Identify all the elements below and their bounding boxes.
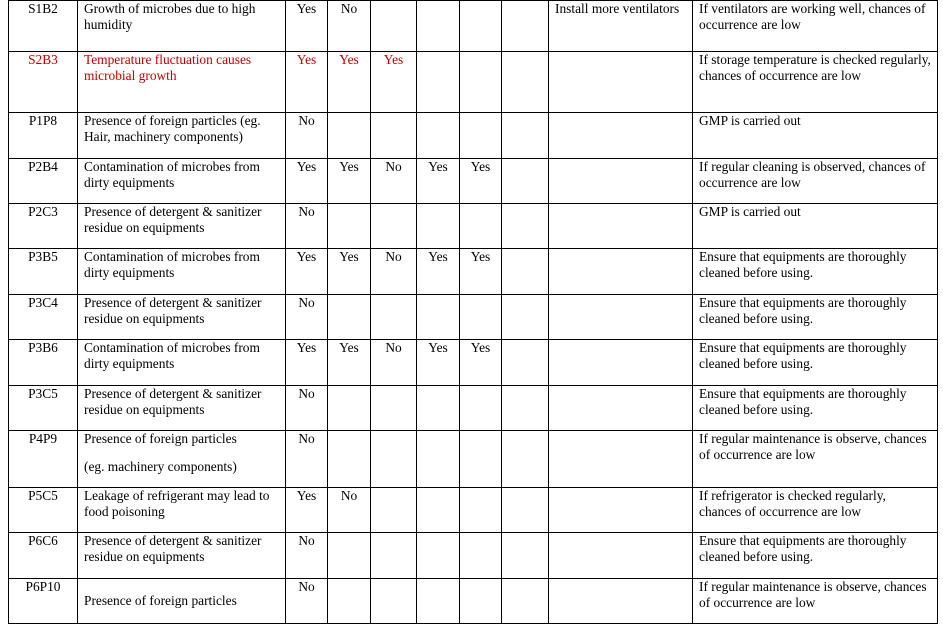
question-5-answer: Yes <box>460 159 502 204</box>
hazard-code: P5C5 <box>9 488 78 533</box>
control-action <box>549 340 693 386</box>
table-row <box>9 1 938 52</box>
hazard-code: S2B3 <box>9 52 78 113</box>
justification: If regular maintenance is observe, chances of occurrence are low <box>693 431 938 488</box>
table-row <box>9 431 938 488</box>
question-2-answer <box>328 113 371 159</box>
control-action <box>549 52 693 113</box>
table-row <box>9 488 938 533</box>
question-5-answer <box>460 488 502 533</box>
question-4-answer <box>417 52 460 113</box>
ccp-cell <box>502 52 549 113</box>
hazard-code: S1B2 <box>9 1 78 52</box>
hazard-main-text: Presence of foreign particles <box>84 431 237 446</box>
question-2-answer: Yes <box>328 249 371 295</box>
question-4-answer: Yes <box>417 340 460 386</box>
justification: Ensure that equipments are thoroughly cleaned before using. <box>693 295 938 340</box>
question-1-answer: Yes <box>286 1 328 52</box>
hazard-description: Presence of detergent & sanitizer residue on equipments <box>78 295 286 340</box>
question-5-answer <box>460 204 502 249</box>
justification: If storage temperature is checked regularly, chances of occurrence are low <box>693 52 938 113</box>
question-1-answer: Yes <box>286 52 328 113</box>
ccp-cell <box>502 533 549 579</box>
question-3-answer: No <box>371 249 417 295</box>
hazard-description: Presence of detergent & sanitizer residue on equipments <box>78 533 286 579</box>
question-2-answer: Yes <box>328 52 371 113</box>
control-action <box>549 159 693 204</box>
question-5-answer <box>460 431 502 488</box>
question-2-answer <box>328 431 371 488</box>
question-5-answer: Yes <box>460 340 502 386</box>
control-action <box>549 249 693 295</box>
hazard-code: P1P8 <box>9 113 78 159</box>
hazard-example-note: (eg. machinery components) <box>84 459 237 474</box>
justification: Ensure that equipments are thoroughly cleaned before using. <box>693 386 938 431</box>
question-1-answer: No <box>286 579 328 624</box>
table-row <box>9 52 938 113</box>
hazard-description: Growth of microbes due to high humidity <box>78 1 286 52</box>
justification: If refrigerator is checked regularly, chances of occurrence are low <box>693 488 938 533</box>
question-1-answer: No <box>286 295 328 340</box>
justification: GMP is carried out <box>693 204 938 249</box>
question-2-answer: Yes <box>328 340 371 386</box>
hazard-description: Presence of foreign particles (eg. Hair, machinery components) <box>78 113 286 159</box>
ccp-cell <box>502 113 549 159</box>
question-2-answer <box>328 295 371 340</box>
justification: If regular maintenance is observe, chances of occurrence are low <box>693 579 938 624</box>
control-action <box>549 386 693 431</box>
question-3-answer <box>371 204 417 249</box>
control-action <box>549 113 693 159</box>
question-1-answer: No <box>286 113 328 159</box>
question-5-answer <box>460 1 502 52</box>
control-action <box>549 533 693 579</box>
control-action <box>549 431 693 488</box>
ccp-cell <box>502 340 549 386</box>
question-4-answer <box>417 579 460 624</box>
table-row <box>9 386 938 431</box>
question-5-answer <box>460 52 502 113</box>
hazard-code: P3C4 <box>9 295 78 340</box>
question-5-answer <box>460 386 502 431</box>
ccp-cell <box>502 159 549 204</box>
question-5-answer: Yes <box>460 249 502 295</box>
question-4-answer <box>417 488 460 533</box>
ccp-cell <box>502 204 549 249</box>
question-2-answer <box>328 386 371 431</box>
hazard-code: P3C5 <box>9 386 78 431</box>
table-row <box>9 340 938 386</box>
hazard-code: P4P9 <box>9 431 78 488</box>
question-2-answer: Yes <box>328 159 371 204</box>
question-5-answer <box>460 295 502 340</box>
hazard-code: P2C3 <box>9 204 78 249</box>
question-4-answer: Yes <box>417 249 460 295</box>
justification: Ensure that equipments are thoroughly cleaned before using. <box>693 340 938 386</box>
question-2-answer: No <box>328 488 371 533</box>
hazard-description: Leakage of refrigerant may lead to food poisoning <box>78 488 286 533</box>
question-1-answer: Yes <box>286 249 328 295</box>
question-1-answer: No <box>286 533 328 579</box>
question-3-answer <box>371 533 417 579</box>
hazard-analysis-table <box>8 0 938 624</box>
hazard-description: Temperature fluctuation causes microbial growth <box>78 52 286 113</box>
ccp-cell <box>502 249 549 295</box>
control-action <box>549 488 693 533</box>
question-4-answer: Yes <box>417 159 460 204</box>
control-action <box>549 579 693 624</box>
question-1-answer: Yes <box>286 159 328 204</box>
question-3-answer <box>371 1 417 52</box>
table-row <box>9 579 938 624</box>
question-2-answer <box>328 579 371 624</box>
ccp-cell <box>502 488 549 533</box>
hazard-code: P3B5 <box>9 249 78 295</box>
question-1-answer: No <box>286 386 328 431</box>
hazard-description: Contamination of microbes from dirty equipments <box>78 340 286 386</box>
hazard-description: Presence of foreign particles <box>78 579 286 624</box>
question-3-answer <box>371 488 417 533</box>
question-1-answer: Yes <box>286 488 328 533</box>
hazard-description: Presence of detergent & sanitizer residue on equipments <box>78 204 286 249</box>
question-3-answer <box>371 113 417 159</box>
hazard-code: P3B6 <box>9 340 78 386</box>
hazard-code: P6P10 <box>9 579 78 624</box>
question-4-answer <box>417 386 460 431</box>
question-5-answer <box>460 533 502 579</box>
hazard-code: P6C6 <box>9 533 78 579</box>
control-action <box>549 204 693 249</box>
question-3-answer: Yes <box>371 52 417 113</box>
question-3-answer <box>371 386 417 431</box>
table-row <box>9 533 938 579</box>
ccp-cell <box>502 295 549 340</box>
question-4-answer <box>417 1 460 52</box>
question-4-answer <box>417 204 460 249</box>
question-3-answer <box>371 579 417 624</box>
justification: If ventilators are working well, chances of occurrence are low <box>693 1 938 52</box>
control-action <box>549 295 693 340</box>
question-4-answer <box>417 295 460 340</box>
table-row <box>9 295 938 340</box>
question-5-answer <box>460 113 502 159</box>
question-4-answer <box>417 431 460 488</box>
ccp-cell <box>502 431 549 488</box>
question-3-answer <box>371 431 417 488</box>
hazard-code: P2B4 <box>9 159 78 204</box>
table-row <box>9 204 938 249</box>
question-3-answer: No <box>371 340 417 386</box>
table-row <box>9 113 938 159</box>
justification: GMP is carried out <box>693 113 938 159</box>
ccp-cell <box>502 1 549 52</box>
question-5-answer <box>460 579 502 624</box>
question-2-answer <box>328 204 371 249</box>
ccp-cell <box>502 386 549 431</box>
question-2-answer <box>328 533 371 579</box>
table-row <box>9 249 938 295</box>
hazard-description <box>78 431 286 488</box>
question-3-answer: No <box>371 159 417 204</box>
hazard-description: Contamination of microbes from dirty equipments <box>78 249 286 295</box>
justification: If regular cleaning is observed, chances of occurrence are low <box>693 159 938 204</box>
hazard-description: Contamination of microbes from dirty equipments <box>78 159 286 204</box>
question-4-answer <box>417 113 460 159</box>
ccp-cell <box>502 579 549 624</box>
table-row <box>9 159 938 204</box>
justification: Ensure that equipments are thoroughly cleaned before using. <box>693 533 938 579</box>
question-1-answer: No <box>286 431 328 488</box>
question-3-answer <box>371 295 417 340</box>
justification: Ensure that equipments are thoroughly cleaned before using. <box>693 249 938 295</box>
question-1-answer: No <box>286 204 328 249</box>
question-4-answer <box>417 533 460 579</box>
question-1-answer: Yes <box>286 340 328 386</box>
question-2-answer: No <box>328 1 371 52</box>
control-action: Install more ventilators <box>549 1 693 52</box>
hazard-description: Presence of detergent & sanitizer residue on equipments <box>78 386 286 431</box>
